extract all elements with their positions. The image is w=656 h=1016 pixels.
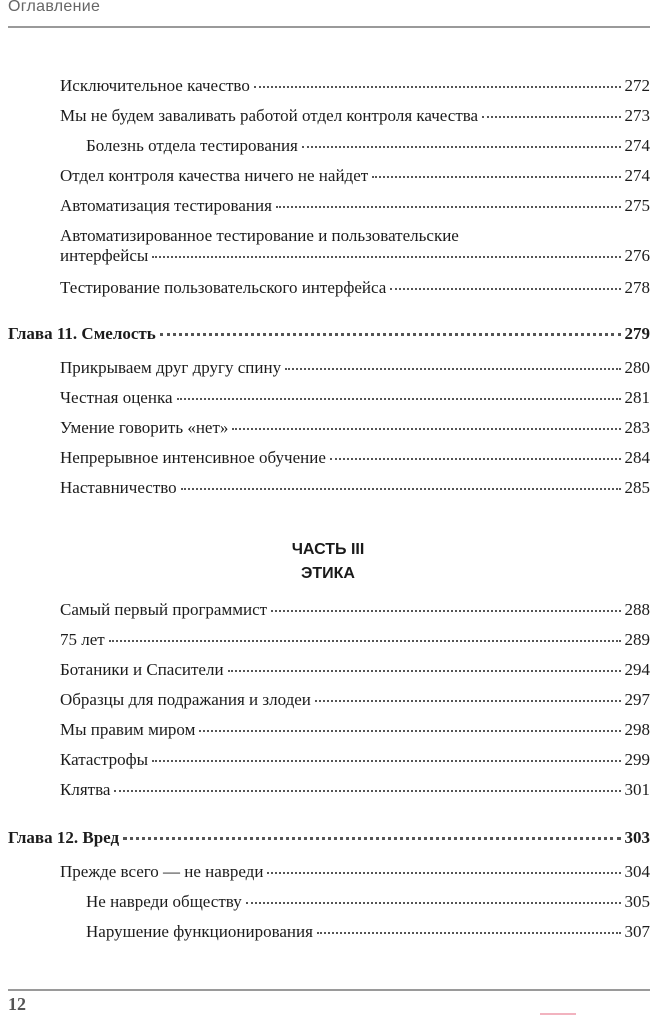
toc-chapter-title: Глава 11. Смелость bbox=[8, 324, 156, 343]
toc-entry-title: Катастрофы bbox=[60, 750, 149, 769]
dot-leader bbox=[271, 610, 620, 612]
dot-leader bbox=[123, 837, 620, 840]
toc-entry bbox=[86, 892, 650, 912]
toc-entry bbox=[60, 196, 650, 216]
toc-entry bbox=[60, 720, 650, 740]
dot-leader bbox=[199, 730, 620, 732]
dot-leader bbox=[152, 760, 620, 762]
toc-chapter-title: Глава 12. Вред bbox=[8, 828, 120, 847]
toc-entry-title: Наставничество bbox=[60, 478, 177, 497]
toc-entry bbox=[60, 780, 650, 800]
dot-leader bbox=[114, 790, 620, 792]
toc-entry-title: Отдел контроля качества ничего не найдет bbox=[60, 166, 369, 185]
dot-leader bbox=[276, 206, 621, 208]
dot-leader bbox=[315, 700, 621, 702]
toc-entry-page: 298 bbox=[624, 720, 650, 739]
dot-leader bbox=[372, 176, 620, 178]
dot-leader bbox=[109, 640, 621, 642]
toc-entry-page: 289 bbox=[624, 630, 650, 649]
toc-entry-page: 294 bbox=[624, 660, 650, 679]
toc-entry-page: 283 bbox=[624, 418, 650, 437]
dot-leader bbox=[285, 368, 620, 370]
toc-entry-title: Прикрываем друг другу спину bbox=[60, 358, 282, 377]
toc-chapter-entry bbox=[8, 828, 650, 848]
toc-entry bbox=[60, 862, 650, 882]
toc-entry bbox=[60, 448, 650, 468]
toc-entry-page: 284 bbox=[624, 448, 650, 467]
toc-entry-title-line2: интерфейсы bbox=[60, 246, 149, 265]
toc-entry bbox=[60, 388, 650, 408]
toc-entry-title: Автоматизация тестирования bbox=[60, 196, 272, 215]
toc-entry-title: 75 лет bbox=[60, 630, 105, 649]
toc-entry-wrapped bbox=[60, 226, 650, 266]
toc-entry-title: Исключительное качество bbox=[60, 76, 250, 95]
dot-leader bbox=[177, 398, 621, 400]
toc-entry-title-line1: Автоматизированное тестирование и пользовательские bbox=[60, 226, 459, 245]
toc-entry bbox=[86, 922, 650, 942]
toc-entry-title: Самый первый программист bbox=[60, 600, 268, 619]
toc-entry bbox=[60, 690, 650, 710]
part-title: ЭТИКА bbox=[301, 565, 355, 582]
toc-entry-page: 305 bbox=[624, 892, 650, 911]
dot-leader bbox=[330, 458, 621, 460]
toc-entry-page: 307 bbox=[624, 922, 650, 941]
dot-leader bbox=[246, 902, 621, 904]
toc-entry-page: 288 bbox=[624, 600, 650, 619]
toc-entry-page: 279 bbox=[624, 324, 650, 343]
toc-entry-title: Ботаники и Спасители bbox=[60, 660, 224, 679]
toc-entry-page: 281 bbox=[624, 388, 650, 407]
header-rule bbox=[8, 26, 650, 28]
toc-entry-title: Тестирование пользовательского интерфейса bbox=[60, 278, 387, 297]
page-number: 12 bbox=[8, 994, 26, 1014]
toc-entry-page: 276 bbox=[624, 246, 650, 265]
dot-leader bbox=[232, 428, 620, 430]
toc-entry bbox=[60, 600, 650, 620]
toc-entry bbox=[60, 166, 650, 186]
dot-leader bbox=[181, 488, 621, 490]
toc-entry bbox=[60, 278, 650, 298]
toc-entry bbox=[60, 630, 650, 650]
toc-entry bbox=[60, 418, 650, 438]
toc-entry-page: 274 bbox=[624, 166, 650, 185]
toc-entry-page: 304 bbox=[624, 862, 650, 881]
part-label: ЧАСТЬ III bbox=[291, 541, 365, 558]
toc-entry-page: 274 bbox=[624, 136, 650, 155]
toc-chapter-entry bbox=[8, 324, 650, 344]
toc-entry-title: Умение говорить «нет» bbox=[60, 418, 229, 437]
toc-entry-title: Честная оценка bbox=[60, 388, 173, 407]
toc-entry-title: Нарушение функционирования bbox=[86, 922, 313, 941]
toc-entry-page: 297 bbox=[624, 690, 650, 709]
dot-leader bbox=[228, 670, 621, 672]
dot-leader bbox=[152, 256, 620, 258]
toc-entry-title: Мы не будем заваливать работой отдел контроля качества bbox=[60, 106, 479, 125]
toc-entry bbox=[60, 750, 650, 770]
toc-entry bbox=[60, 478, 650, 498]
toc-entry-page: 280 bbox=[624, 358, 650, 377]
toc-entry-page: 303 bbox=[624, 828, 650, 847]
dot-leader bbox=[254, 86, 621, 88]
toc-entry bbox=[60, 76, 650, 96]
toc-entry-title: Образцы для подражания и злодеи bbox=[60, 690, 311, 709]
toc-entry-title: Прежде всего — не навреди bbox=[60, 862, 264, 881]
toc-entry bbox=[86, 136, 650, 156]
dot-leader bbox=[267, 872, 620, 874]
toc-entry-title: Клятва bbox=[60, 780, 111, 799]
footer-rule bbox=[8, 989, 650, 991]
toc-entry-page: 275 bbox=[624, 196, 650, 215]
toc-entry-title: Болезнь отдела тестирования bbox=[86, 136, 298, 155]
toc-entry bbox=[60, 106, 650, 126]
edge-mark bbox=[540, 1013, 576, 1015]
toc-entry-page: 272 bbox=[624, 76, 650, 95]
dot-leader bbox=[317, 932, 621, 934]
dot-leader bbox=[390, 288, 620, 290]
dot-leader bbox=[302, 146, 621, 148]
toc-entry-title: Мы правим миром bbox=[60, 720, 196, 739]
dot-leader bbox=[482, 116, 620, 118]
toc-entry-title: Непрерывное интенсивное обучение bbox=[60, 448, 326, 467]
dot-leader bbox=[160, 333, 621, 336]
toc-entry-title: Не навреди обществу bbox=[86, 892, 242, 911]
toc-entry-page: 273 bbox=[624, 106, 650, 125]
toc-entry-page: 285 bbox=[624, 478, 650, 497]
running-head: Оглавление bbox=[8, 0, 101, 15]
toc-entry-page: 301 bbox=[624, 780, 650, 799]
toc-entry-page: 299 bbox=[624, 750, 650, 769]
toc-entry bbox=[60, 358, 650, 378]
toc-entry bbox=[60, 660, 650, 680]
toc-entry-page: 278 bbox=[624, 278, 650, 297]
